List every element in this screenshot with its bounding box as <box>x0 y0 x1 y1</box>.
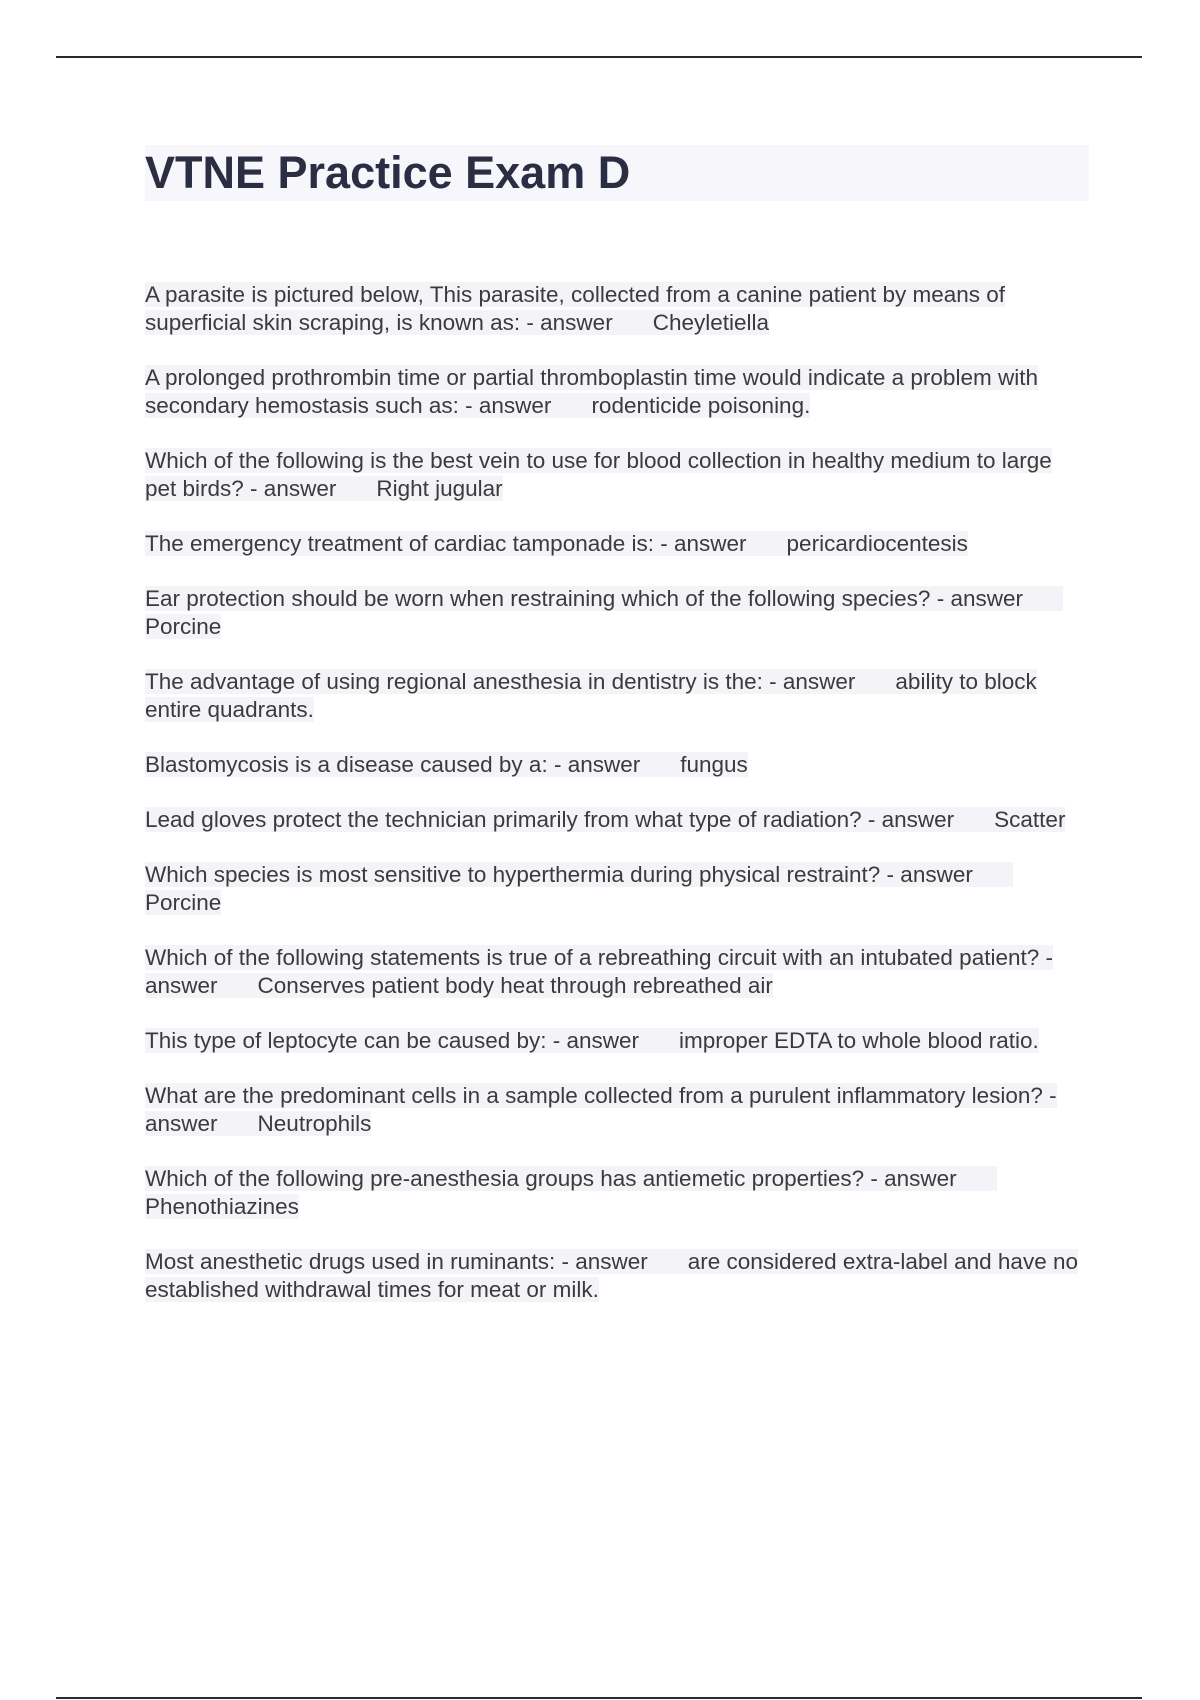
qa-item-6 <box>145 668 1089 724</box>
question-text: A parasite is pictured below, This parasite, collected from a canine patient by means of superficial skin scraping, is known as: - answer <box>145 282 1006 335</box>
answer-text: are considered extra-label and have no established withdrawal times for meat or milk. <box>145 1249 1078 1302</box>
qa-item-5 <box>145 585 1089 641</box>
question-text: Most anesthetic drugs used in ruminants: - answer <box>145 1249 648 1274</box>
page-title: VTNE Practice Exam D <box>145 145 1089 201</box>
question-text: Which of the following is the best vein to use for blood collection in healthy medium to large pet birds? - answer <box>145 448 1052 501</box>
answer-text: Porcine <box>145 614 222 639</box>
answer-text: ability to block entire quadrants. <box>145 669 1037 722</box>
qa-list <box>145 281 1089 1304</box>
qa-item-11 <box>145 1027 1089 1055</box>
answer-text: Scatter <box>994 807 1066 832</box>
qa-item-14 <box>145 1248 1089 1304</box>
qa-item-4 <box>145 530 1089 558</box>
question-text: What are the predominant cells in a sample collected from a purulent inflammatory lesion? - answer <box>145 1083 1057 1136</box>
answer-text: pericardiocentesis <box>786 531 968 556</box>
question-text: Which species is most sensitive to hyperthermia during physical restraint? - answer <box>145 862 973 887</box>
qa-item-13 <box>145 1165 1089 1221</box>
answer-text: Neutrophils <box>257 1111 372 1136</box>
question-text: The advantage of using regional anesthesia in dentistry is the: - answer <box>145 669 856 694</box>
answer-text: rodenticide poisoning. <box>591 393 811 418</box>
question-text: This type of leptocyte can be caused by: - answer <box>145 1028 640 1053</box>
qa-item-8 <box>145 806 1089 834</box>
question-text: Ear protection should be worn when restraining which of the following species? - answer <box>145 586 1023 611</box>
question-text: A prolonged prothrombin time or partial thromboplastin time would indicate a problem with secondary hemostasis such as: - answer <box>145 365 1038 418</box>
answer-text: improper EDTA to whole blood ratio. <box>679 1028 1039 1053</box>
qa-item-1 <box>145 281 1089 337</box>
top-rule <box>56 56 1142 58</box>
answer-text: Right jugular <box>376 476 503 501</box>
document-body <box>145 145 1089 1331</box>
qa-item-9 <box>145 861 1089 917</box>
qa-item-7 <box>145 751 1089 779</box>
question-text: Lead gloves protect the technician primarily from what type of radiation? - answer <box>145 807 955 832</box>
answer-text: Conserves patient body heat through rebreathed air <box>257 973 773 998</box>
qa-item-10 <box>145 944 1089 1000</box>
qa-item-2 <box>145 364 1089 420</box>
question-text: The emergency treatment of cardiac tamponade is: - answer <box>145 531 747 556</box>
qa-item-3 <box>145 447 1089 503</box>
question-text: Which of the following statements is true of a rebreathing circuit with an intubated patient? - answer <box>145 945 1053 998</box>
answer-text: Cheyletiella <box>652 310 770 335</box>
answer-text: fungus <box>680 752 748 777</box>
answer-text: Phenothiazines <box>145 1194 299 1219</box>
question-text: Which of the following pre-anesthesia groups has antiemetic properties? - answer <box>145 1166 957 1191</box>
qa-item-12 <box>145 1082 1089 1138</box>
question-text: Blastomycosis is a disease caused by a: - answer <box>145 752 641 777</box>
bottom-rule <box>56 1697 1142 1699</box>
answer-text: Porcine <box>145 890 222 915</box>
